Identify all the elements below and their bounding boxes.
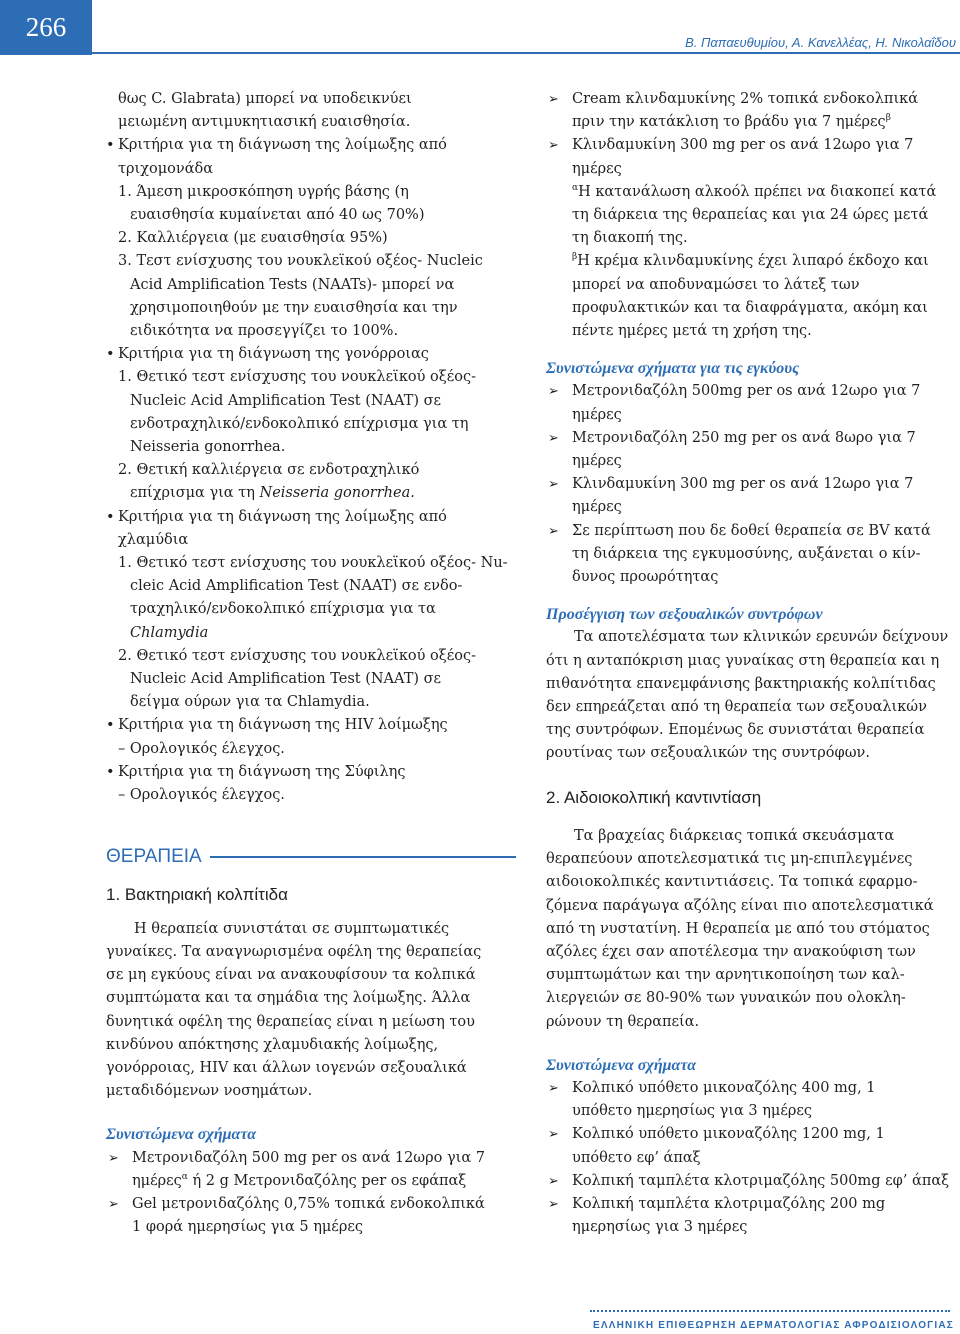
regimen-item: ➢ Gel μετρονιδαζόλης 0,75% τοπικά ενδοκολπικά <box>106 1193 518 1216</box>
arrow-bullet-icon: ➢ <box>548 1196 559 1212</box>
text-line: πριν την κατάκλιση το βράδυ για 7 ημέρες$^\beta$ <box>572 113 891 131</box>
paragraph-line: συμπτωμάτων και την αρνητικοποίηση των καλ- <box>546 967 905 984</box>
paragraph-line: γυναίκες. Τα αναγνωρισμένα οφέλη της θεραπείας <box>106 943 482 960</box>
text-line: ευαισθησία κυμαίνεται από 40 ως 70%) <box>130 207 425 224</box>
arrow-bullet-icon: ➢ <box>548 1173 559 1189</box>
section-title: 2. Αιδοιοκολπική καντιντίαση <box>546 787 762 807</box>
list-item: • Κριτήρια για τη διάγνωση της γονόρροιας <box>106 343 518 366</box>
text-line: χλαμύδια <box>118 531 189 548</box>
text-line: επίχρισμα για τη Neisseria gonorrhea. <box>130 485 415 502</box>
running-head: Β. Παπαευθυμίου, Α. Κανελλέας, Η. Νικολαΐδου <box>685 35 956 50</box>
text-line: τραχηλικό/ενδοκολπικό επίχρισμα για τα <box>130 601 436 618</box>
regimen-item: ➢ Μετρονιδαζόλη 500mg per os ανά 12ωρο για 7 <box>546 380 958 403</box>
footnote-line: μπορεί να αποδυναμώσει το λάτεξ των <box>572 276 860 293</box>
text-line: υπόθετο ημερησίως για 3 ημέρες <box>572 1103 813 1120</box>
text-line: ημερησίως για 3 ημέρες <box>572 1219 748 1236</box>
pregnancy-regimens-heading: Συνιστώμενα σχήματα για τις εγκύους <box>546 360 800 378</box>
text-line: Nucleic Acid Amplification Test (NAAT) σε <box>130 392 442 409</box>
bullet-icon: • <box>106 763 115 780</box>
regimen-item: ➢ Κολπικό υπόθετο μικοναζόλης 1200 mg, 1 <box>546 1123 958 1146</box>
text-line: 1. Θετικό τεστ ενίσχυσης του νουκλεϊκού οξέος- <box>118 369 477 386</box>
text-line: – Ορολογικός έλεγχος. <box>118 740 285 757</box>
arrow-bullet-icon: ➢ <box>548 1080 559 1096</box>
arrow-bullet-icon: ➢ <box>108 1150 119 1166</box>
paragraph-line: ρώνουν τη θεραπεία. <box>546 1013 700 1030</box>
text-line: Acid Amplification Tests (NAATs)- μπορεί να <box>130 276 455 293</box>
arrow-bullet-icon: ➢ <box>548 384 559 400</box>
arrow-bullet-icon: ➢ <box>548 523 559 539</box>
text-line: 1 φορά ημερησίως για 5 ημέρες <box>132 1219 363 1236</box>
regimen-item: ➢ Κολπική ταμπλέτα κλοτριμαζόλης 200 mg <box>546 1193 958 1216</box>
list-item: • Κριτήρια για τη διάγνωση της Σύφιλης <box>106 761 518 784</box>
footnote-line: πέντε ημέρες μετά τη χρήση της. <box>572 323 812 340</box>
paragraph-line: από τη νυστατίνη. Η θεραπεία με από του στόματος <box>546 920 930 937</box>
paragraph-line: ότι η ανταπόκριση μιας γυναίκας στη θεραπεία και η <box>546 652 940 669</box>
paragraph-line: κινδύνου απόκτησης χλαμυδιακής λοίμωξης, <box>106 1036 439 1053</box>
regimens-heading: Συνιστώμενα σχήματα <box>546 1056 697 1074</box>
text-line: 1. Θετικό τεστ ενίσχυσης του νουκλεϊκού οξέος- Nu- <box>118 555 508 572</box>
bullet-icon: • <box>106 508 115 525</box>
paragraph-line: δυνητικά οφέλη της θεραπείας είναι η μείωση του <box>106 1013 475 1030</box>
regimen-item: ➢ Μετρονιδαζόλη 500 mg per os ανά 12ωρο για 7 <box>106 1147 518 1170</box>
text-line: τη διάρκεια της εγκυμοσύνης, αυξάνεται ο κίν- <box>572 545 921 562</box>
left-column <box>106 88 518 1239</box>
paragraph-line: ρουτίνας των σεξουαλικών της συντρόφων. <box>546 745 870 762</box>
text-line: ημέρες <box>572 499 622 516</box>
arrow-bullet-icon: ➢ <box>548 430 559 446</box>
text-line: cleic Acid Amplification Test (NAAT) σε ενδο- <box>130 578 463 595</box>
text-line: τριχομονάδα <box>118 160 214 177</box>
therapy-heading: ΘΕΡΑΠΕΙΑ <box>106 845 518 868</box>
bullet-icon: • <box>106 346 115 363</box>
regimen-item: ➢ Κλινδαμυκίνη 300 mg per os ανά 12ωρο για 7 <box>546 473 958 496</box>
text-line: Nucleic Acid Amplification Test (NAAT) σε <box>130 671 442 688</box>
arrow-bullet-icon: ➢ <box>548 138 559 154</box>
bullet-icon: • <box>106 137 115 154</box>
text-line: Chlamydia <box>130 624 209 641</box>
section-title: 1. Βακτηριακή κολπίτιδα <box>106 884 288 904</box>
paragraph-line: της συντρόφων. Επομένως δε συνιστάται θεραπεία <box>546 722 925 739</box>
arrow-bullet-icon: ➢ <box>108 1196 119 1212</box>
text-line: ημέρες$^\alpha$ ή 2 g Μετρονιδαζόλης per os εφάπαξ <box>132 1171 467 1189</box>
paragraph-line: αιδοιοκολπικές καντιντιάσεις. Τα τοπικά εφαρμο- <box>546 874 918 891</box>
text-line: υπόθετο εφ’ άπαξ <box>572 1149 701 1166</box>
text-line: ημέρες <box>572 406 622 423</box>
paragraph-line: μεταδιδόμενων νοσημάτων. <box>106 1083 313 1100</box>
heading-rule <box>210 856 516 858</box>
paragraph-line: γονόρροιας, HIV και άλλων ιογενών σεξουαλικά <box>106 1059 467 1076</box>
arrow-bullet-icon: ➢ <box>548 92 559 107</box>
text-line: ημέρες <box>572 453 622 470</box>
text-line: μειωμένη αντιμυκητιασική ευαισθησία. <box>118 114 411 131</box>
footnote-line: προφυλακτικών και τα διαφράγματα, ακόμη και <box>572 299 928 316</box>
text-line: 2. Θετική καλλιέργεια σε ενδοτραχηλικό <box>118 462 420 479</box>
text-line: ημέρες <box>572 160 622 177</box>
regimen-item: ➢ Κλινδαμυκίνη 300 mg per os ανά 12ωρο για 7 <box>546 134 958 157</box>
paragraph-line: πιθανότητα επανεμφάνισης βακτηριακής κολπίτιδας <box>546 675 936 692</box>
header-rule <box>92 52 960 54</box>
arrow-bullet-icon: ➢ <box>548 1127 559 1143</box>
paragraph-line: θεραπεύουν αποτελεσματικά τις μη-επιπλεγμένες <box>546 851 913 868</box>
text-line: χρησιμοποιηθούν με την ευαισθησία και την <box>130 299 458 316</box>
list-item: • Κριτήρια για τη διάγνωση της HIV λοίμωξης <box>106 714 518 737</box>
text-line: – Ορολογικός έλεγχος. <box>118 787 285 804</box>
paragraph-line: αζόλες έχει σαν αποτέλεσμα την ανακούφιση των <box>546 943 916 960</box>
list-item: • Κριτήρια για τη διάγνωση της λοίμωξης από <box>106 506 518 529</box>
footnote-line: τη διάρκεια της θεραπείας και για 24 ώρες μετά <box>572 207 929 224</box>
regimen-item: ➢ Cream κλινδαμυκίνης 2% τοπικά ενδοκολπικά <box>546 88 958 111</box>
text-line: 3. Τεστ ενίσχυσης του νουκλεϊκού οξέος- Nucleic <box>118 253 483 270</box>
footnote-line: $^\beta$Η κρέμα κλινδαμυκίνης έχει λιπαρό έκδοχο και <box>572 252 929 270</box>
text-line: θως C. Glabrata) μπορεί να υποδεικνύει <box>118 91 412 107</box>
page-number: 266 <box>0 0 92 55</box>
text-line: 2. Θετικό τεστ ενίσχυσης του νουκλεϊκού οξέος- <box>118 647 477 664</box>
text-line: 2. Καλλιέργεια (με ευαισθησία 95%) <box>118 230 388 247</box>
arrow-bullet-icon: ➢ <box>548 477 559 493</box>
text-line: Neisseria gonorrhea. <box>130 439 286 456</box>
partners-heading: Προσέγγιση των σεξουαλικών συντρόφων <box>546 606 823 624</box>
paragraph-line: ζόμενα παράγωγα αζόλης είναι πιο αποτελεσματικά <box>546 897 934 914</box>
paragraph-line: λιεργειών σε 80-90% των γυναικών που ολοκλη- <box>546 990 906 1007</box>
text-line: ενδοτραχηλικό/ενδοκολπικό επίχρισμα για τη <box>130 415 469 432</box>
paragraph-line: Τα αποτελέσματα των κλινικών ερευνών δείχνουν <box>574 629 949 646</box>
regimen-item: ➢ Κολπικό υπόθετο μικοναζόλης 400 mg, 1 <box>546 1077 958 1100</box>
paragraph-line: δεν επηρεάζεται από τη θεραπεία των σεξουαλικών <box>546 699 927 716</box>
bullet-icon: • <box>106 717 115 734</box>
regimen-item: ➢ Σε περίπτωση που δε δοθεί θεραπεία σε BV κατά <box>546 520 958 543</box>
paragraph-line: Τα βραχείας διάρκειας τοπικά σκευάσματα <box>574 827 895 844</box>
text-line: δυνος προωρότητας <box>572 569 719 586</box>
list-item: • Κριτήρια για τη διάγνωση της λοίμωξης από <box>106 134 518 157</box>
paragraph-line: σε μη εγκύους είναι να ανακουφίσουν τα κολπικά <box>106 967 476 984</box>
paragraph-line: Η θεραπεία συνιστάται σε συμπτωματικές <box>134 920 450 937</box>
text-line: δείγμα ούρων για τα Chlamydia. <box>130 694 370 711</box>
right-column <box>546 88 958 1239</box>
footnote-line: τη διακοπή της. <box>572 230 688 247</box>
footer-rule <box>590 1310 950 1312</box>
text-line: 1. Άμεση μικροσκόπηση υγρής βάσης (η <box>118 183 409 200</box>
paragraph-line: συμπτώματα και τα σημάδια της λοίμωξης. Άλλα <box>106 990 471 1007</box>
journal-footer: ΕΛΛΗΝΙΚΗ ΕΠΙΘΕΩΡΗΣΗ ΔΕΡΜΑΤΟΛΟΓΙΑΣ ΑΦΡΟΔΙΣΙΟΛΟΓΙΑΣ <box>593 1320 954 1331</box>
regimen-item: ➢ Μετρονιδαζόλη 250 mg per os ανά 8ωρο για 7 <box>546 427 958 450</box>
regimen-item: ➢ Κολπική ταμπλέτα κλοτριμαζόλης 500mg εφ’ άπαξ <box>546 1170 958 1193</box>
footnote-line: $^\alpha$Η κατανάλωση αλκοόλ πρέπει να διακοπεί κατά <box>572 182 937 200</box>
regimens-heading: Συνιστώμενα σχήματα <box>106 1126 257 1144</box>
text-line: ειδικότητα να προσεγγίζει το 100%. <box>130 323 399 340</box>
